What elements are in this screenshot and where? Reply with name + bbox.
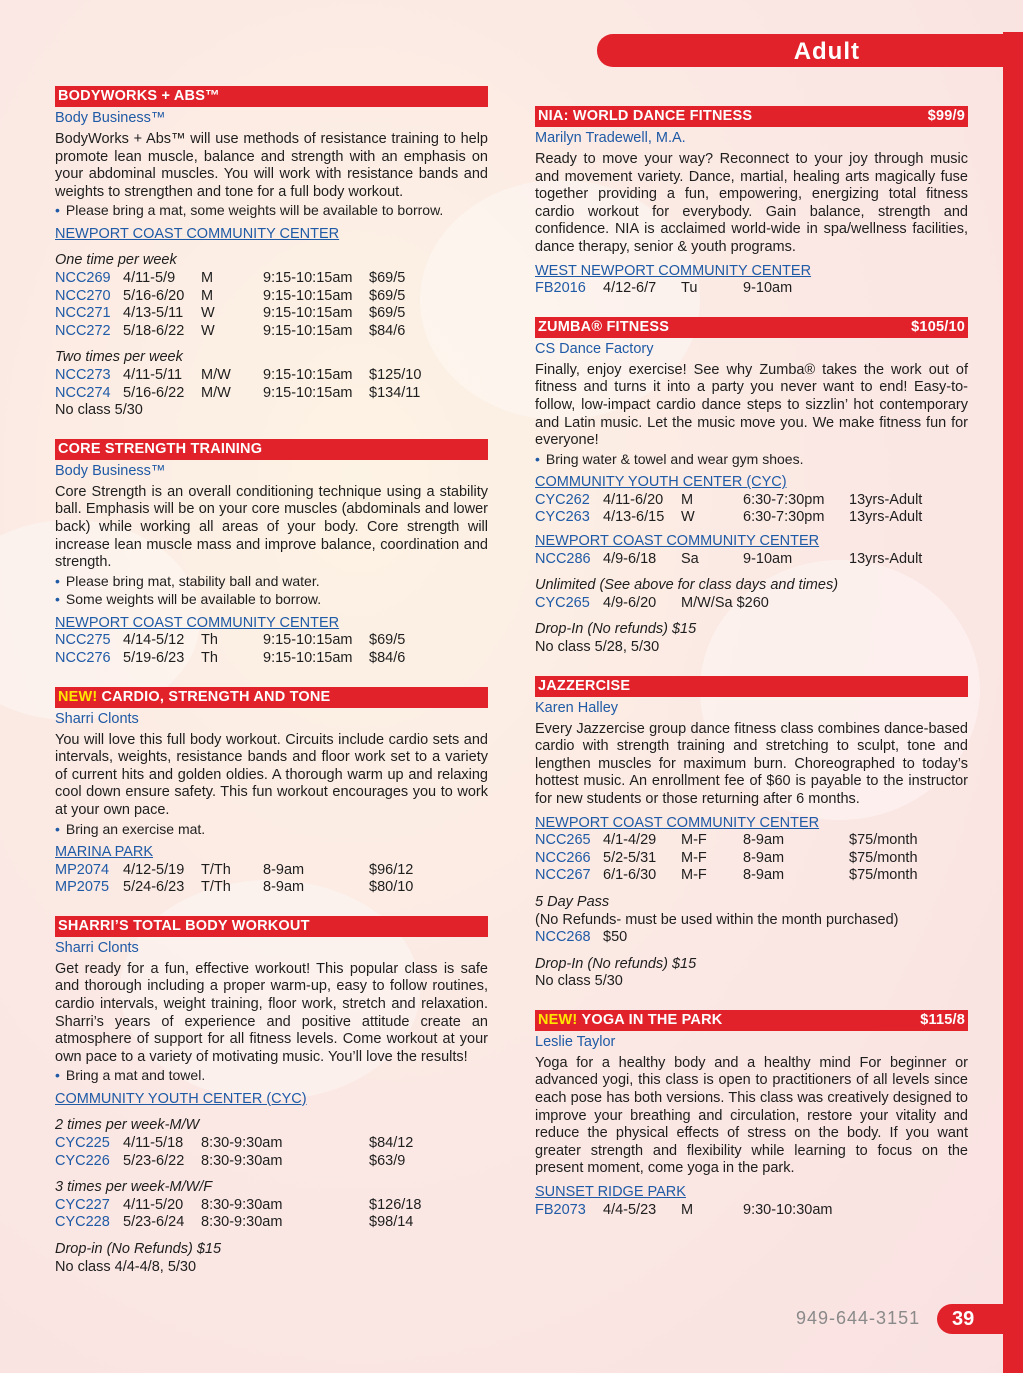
schedule-cell: 5/23-6/24: [123, 1214, 185, 1231]
class-title-bar: [535, 106, 968, 127]
schedule-cell: 8-9am: [743, 832, 785, 849]
schedule-cell: $98/14: [369, 1214, 414, 1231]
schedule-cell: 4/11-5/18: [123, 1135, 184, 1152]
schedule-cell: 6:30-7:30pm: [743, 509, 825, 526]
class-title: CORE STRENGTH TRAINING: [58, 440, 263, 457]
schedule-cell: 8:30-9:30am: [201, 1152, 283, 1169]
schedule-cell: $69/5: [369, 632, 406, 649]
course-code[interactable]: CYC228: [55, 1214, 110, 1231]
schedule-cell: $69/5: [369, 270, 406, 287]
schedule-cell: 8:30-9:30am: [201, 1196, 283, 1213]
class-title-bar: [55, 439, 488, 460]
class-section: [535, 676, 968, 991]
bullet-item: • Some weights will be available to borrow.: [55, 591, 322, 608]
course-code[interactable]: NCC272: [55, 322, 111, 339]
page-edge-bar: [1003, 32, 1023, 1373]
schedule-cell: $75/month: [849, 832, 918, 849]
location-link[interactable]: COMMUNITY YOUTH CENTER (CYC): [535, 474, 787, 491]
class-section: [535, 1010, 968, 1219]
class-title: SHARRI’S TOTAL BODY WORKOUT: [58, 917, 310, 934]
schedule-cell: 5/23-6/22: [123, 1152, 185, 1169]
schedule-cell: 5/2-5/31: [603, 849, 657, 866]
schedule-cell: 4/11-5/20: [123, 1196, 184, 1213]
schedule-cell: [849, 1202, 929, 1220]
new-badge: NEW!: [58, 688, 98, 705]
schedule-note: No class 5/30: [535, 973, 623, 990]
schedule-cell: 8-9am: [263, 861, 305, 878]
schedule-cell: $80/10: [369, 879, 414, 896]
schedule-row: [55, 879, 488, 897]
schedule-subheading: 5 Day Pass: [535, 893, 610, 910]
schedule-cell: 4/4-5/23: [603, 1201, 657, 1218]
instructor-name: Sharri Clonts: [55, 710, 139, 727]
course-code[interactable]: NCC270: [55, 287, 111, 304]
class-title: NIA: WORLD DANCE FITNESS: [538, 108, 753, 124]
schedule-row: [535, 492, 968, 510]
schedule-cell: 9:15-10:15am: [263, 384, 353, 401]
class-price: $99/9: [927, 108, 965, 124]
schedule-cell: 13yrs-Adult: [849, 509, 923, 526]
instructor-name: Karen Halley: [535, 699, 619, 716]
schedule-cell: 4/1-4/29: [603, 832, 657, 849]
instructor-name: Sharri Clonts: [55, 939, 139, 956]
new-badge: NEW!: [538, 1011, 578, 1028]
schedule-cell: [263, 1197, 369, 1215]
schedule-subheading: Two times per week: [55, 349, 183, 366]
course-code[interactable]: NCC269: [55, 270, 111, 287]
schedule-cell: $75/month: [849, 867, 918, 884]
bullet-item: • Please bring mat, stability ball and water.: [55, 572, 320, 589]
bullet-dot-icon: •: [55, 572, 60, 589]
schedule-row: [55, 385, 488, 403]
schedule-cell: 4/13-5/11: [123, 305, 184, 322]
bullet-item: • Please bring a mat, some weights will be available to borrow.: [55, 202, 444, 219]
schedule-cell: 5/24-6/23: [123, 879, 185, 896]
location-link[interactable]: COMMUNITY YOUTH CENTER (CYC): [55, 1090, 307, 1107]
schedule-cell: $69/5: [369, 287, 406, 304]
left-column: [55, 86, 488, 1295]
course-code[interactable]: CYC227: [55, 1196, 110, 1213]
schedule-cell: 13yrs-Adult: [849, 550, 923, 567]
right-column: [535, 106, 968, 1238]
schedule-cell: 4/12-6/7: [603, 280, 657, 297]
schedule-cell: W: [201, 322, 215, 339]
class-section: [55, 687, 488, 897]
schedule-cell: 8-9am: [743, 867, 785, 884]
schedule-cell: $126/18: [369, 1196, 422, 1213]
schedule-cell: M: [681, 491, 694, 508]
bullet-dot-icon: •: [535, 450, 540, 467]
class-title-bar: [55, 86, 488, 107]
schedule-cell: 9:15-10:15am: [263, 632, 353, 649]
bullet-item: • Bring water & towel and wear gym shoes.: [535, 450, 804, 467]
schedule-row: [55, 1135, 488, 1153]
schedule-row: [55, 632, 488, 650]
schedule-cell: 13yrs-Adult: [849, 491, 923, 508]
schedule-cell: Th: [201, 632, 218, 649]
class-description: BodyWorks + Abs™ will use methods of resistance training to help promote lean muscle, balance and strength with an emphasis on your abdominal muscles. You will work with resistance bands and weights to strengthen and tone for a full body workout.: [55, 131, 488, 200]
instructor-name: Marilyn Tradewell, M.A.: [535, 130, 686, 146]
schedule-cell: 4/11-5/9: [123, 270, 176, 287]
schedule-cell: 6:30-7:30pm: [743, 491, 825, 508]
schedule-cell: 9:15-10:15am: [263, 649, 353, 666]
footer-phone: 949-644-3151: [796, 1308, 921, 1328]
schedule-cell: M: [201, 287, 214, 304]
class-title: JAZZERCISE: [538, 677, 631, 694]
course-code[interactable]: NCC286: [535, 550, 591, 567]
schedule-cell: M/W: [201, 367, 231, 384]
class-section: [535, 106, 968, 298]
schedule-row: [55, 323, 488, 341]
schedule-cell: 9:15-10:15am: [263, 367, 353, 384]
class-section: [55, 86, 488, 420]
schedule-cell: 9:15-10:15am: [263, 322, 353, 339]
bullet-dot-icon: •: [55, 591, 60, 608]
location-link[interactable]: WEST NEWPORT COMMUNITY CENTER: [535, 262, 812, 279]
bullet-item: • Bring a mat and towel.: [55, 1067, 206, 1084]
schedule-cell: 9:30-10:30am: [743, 1201, 833, 1218]
class-price: $105/10: [911, 318, 965, 335]
bullet-dot-icon: •: [55, 820, 60, 837]
class-description: Get ready for a fun, effective workout! This popular class is safe and thorough including a proper warm-up, easy to follow routines, cardio intervals, weight training, floor work, stretch and relaxation. Sharri’s years of experience and positive attitude create an atmosphere of support for all fitness levels. Come workout at your own pace to a variety of motivating music. You’ll love the results!: [55, 960, 488, 1065]
schedule-cell: [263, 1135, 369, 1153]
location-link[interactable]: NEWPORT COAST COMMUNITY CENTER: [535, 533, 820, 549]
schedule-cell: W: [201, 305, 215, 322]
schedule-cell: [263, 1214, 369, 1232]
schedule-cell: 9:15-10:15am: [263, 305, 353, 322]
schedule-cell: $69/5: [369, 305, 406, 322]
class-description: You will love this full body workout. Circuits include cardio sets and intervals, weights, resistance bands and floor work set to a variety of current hits and golden oldies. A thorough warm up and relaxing cool down ensure safety. This fun workout encourages you to work at your own pace.: [55, 731, 488, 818]
schedule-cell: T/Th: [201, 861, 231, 878]
course-code[interactable]: NCC276: [55, 649, 111, 666]
schedule-note: No class 5/28, 5/30: [535, 638, 660, 655]
course-code[interactable]: NCC274: [55, 384, 111, 401]
course-code[interactable]: CYC263: [535, 509, 590, 526]
schedule-row: [55, 305, 488, 323]
schedule-cell: M: [681, 1201, 694, 1218]
schedule-subheading: 2 times per week-M/W: [55, 1117, 200, 1134]
schedule-cell: M: [201, 270, 214, 287]
class-section: [55, 439, 488, 668]
schedule-subheading: Drop-in (No Refunds) $15: [55, 1241, 222, 1258]
schedule-cell: Th: [201, 649, 218, 666]
course-code[interactable]: NCC273: [55, 367, 111, 384]
class-title-bar: [535, 317, 968, 338]
class-description: Finally, enjoy exercise! See why Zumba® takes the work out of fitness and turns it into a party you never want to end! Easy-to-follow, low-impact cardio dance steps to sizzlin’ hot contemporary and Latin music. Let the music move you. We make fitness fun for everyone!: [535, 361, 968, 449]
schedule-row: [55, 1197, 488, 1215]
class-title-bar: [55, 687, 488, 708]
schedule-cell: T/Th: [201, 879, 231, 896]
schedule-cell: [743, 929, 849, 947]
schedule-cell: 5/16-6/20: [123, 287, 185, 304]
schedule-cell: $84/12: [369, 1135, 414, 1152]
class-title-bar: [55, 916, 488, 937]
schedule-row: [535, 832, 968, 850]
schedule-cell: $50: [603, 929, 628, 946]
schedule-cell: 9-10am: [743, 280, 793, 297]
course-code[interactable]: NCC271: [55, 305, 111, 322]
course-code[interactable]: CYC226: [55, 1152, 110, 1169]
schedule-cell: M/W: [201, 384, 231, 401]
course-code[interactable]: CYC262: [535, 491, 590, 508]
location-link[interactable]: NEWPORT COAST COMMUNITY CENTER: [55, 614, 340, 631]
schedule-row: [55, 288, 488, 306]
instructor-name: Body Business™: [55, 462, 166, 479]
location-link[interactable]: NEWPORT COAST COMMUNITY CENTER: [535, 814, 820, 831]
schedule-subheading: Unlimited (See above for class days and times): [535, 577, 839, 594]
schedule-cell: [849, 595, 929, 613]
course-code[interactable]: NCC266: [535, 849, 591, 866]
schedule-cell: 8-9am: [743, 849, 785, 866]
schedule-cell: 4/14-5/12: [123, 632, 185, 649]
instructor-name: Body Business™: [55, 110, 166, 126]
schedule-cell: 4/11-6/20: [603, 491, 664, 508]
schedule-cell: M-F: [681, 867, 707, 884]
section-header-tab: Adult: [597, 34, 1023, 67]
class-title: NEW! CARDIO, STRENGTH AND TONE: [58, 688, 331, 705]
schedule-cell: Tu: [681, 280, 698, 297]
schedule-cell: $84/6: [369, 322, 406, 339]
instructor-name: CS Dance Factory: [535, 340, 654, 357]
instructor-name: Leslie Taylor: [535, 1033, 616, 1050]
class-section: [535, 317, 968, 657]
class-description: Ready to move your way? Reconnect to your joy through music and movement variety. Dance, martial, healing arts magically fuse together providing a fun, empowering, energizing total fitness cardio workout for everybody. Gain balance, strength and confidence. NIA is acclaimed world-wide in spa/wellness facilities, dance therapy, senior & youth programs.: [535, 151, 968, 255]
location-link[interactable]: NEWPORT COAST COMMUNITY CENTER: [55, 225, 340, 242]
class-title-bar: [535, 676, 968, 697]
schedule-cell: 5/19-6/23: [123, 649, 185, 666]
schedule-row: [535, 850, 968, 868]
location-link[interactable]: MARINA PARK: [55, 844, 154, 861]
class-section: [55, 916, 488, 1276]
schedule-cell: $75/month: [849, 849, 918, 866]
schedule-cell: [849, 280, 929, 298]
course-code[interactable]: FB2073: [535, 1201, 586, 1218]
course-code[interactable]: NCC275: [55, 632, 111, 649]
schedule-cell: 9:15-10:15am: [263, 287, 353, 304]
schedule-subheading: Drop-In (No refunds) $15: [535, 955, 697, 972]
page-number: 39: [937, 1304, 1003, 1334]
schedule-row: [535, 280, 968, 298]
schedule-cell: $96/12: [369, 861, 414, 878]
schedule-cell: 4/13-6/15: [603, 509, 665, 526]
schedule-cell: 5/18-6/22: [123, 322, 185, 339]
schedule-row: [55, 1214, 488, 1232]
schedule-subheading: One time per week: [55, 252, 177, 269]
schedule-cell: $63/9: [369, 1152, 406, 1169]
schedule-row: [55, 270, 488, 288]
bullet-dot-icon: •: [55, 1067, 60, 1084]
schedule-row: [535, 929, 968, 947]
schedule-row: [55, 1153, 488, 1171]
schedule-subheading: 3 times per week-M/W/F: [55, 1179, 213, 1196]
bullet-item: • Bring an exercise mat.: [55, 820, 206, 837]
schedule-row: [535, 1202, 968, 1220]
schedule-cell: 8-9am: [263, 879, 305, 896]
schedule-cell: M-F: [681, 832, 707, 849]
schedule-cell: 5/16-6/22: [123, 384, 185, 401]
class-title-bar: [535, 1010, 968, 1031]
schedule-cell: Sa: [681, 550, 699, 567]
class-price: $115/8: [920, 1011, 965, 1028]
schedule-cell: $125/10: [369, 367, 422, 384]
schedule-note: No class 5/30: [55, 402, 143, 419]
schedule-cell: 4/9-6/20: [603, 594, 657, 611]
schedule-cell: M-F: [681, 849, 707, 866]
schedule-cell: W: [681, 509, 695, 526]
class-description: Yoga for a healthy body and a healthy mind For beginner or advanced yogi, this class is open to practitioners of all levels since each pose has both versions. This class was creatively designed to improve your breathing and circulation, restore your vitality and reduce the physical effects of stress on the body. If you want greater strength and flexibility while learning to focus on the present moment, come yoga in the park.: [535, 1054, 968, 1177]
class-title: BODYWORKS + ABS™: [58, 88, 220, 104]
schedule-row: [535, 551, 968, 569]
class-title: NEW! YOGA IN THE PARK: [538, 1011, 723, 1028]
course-code[interactable]: NCC268: [535, 929, 591, 946]
class-description: Every Jazzercise group dance fitness class combines dance-based cardio with strength training and stretching to sculpt, tone and lengthen muscles for maximum burn. Choreographed to today’s hottest music. An enrollment fee of $60 is payable to the instructor for new students or those returning after 6 months.: [535, 720, 968, 807]
course-code[interactable]: NCC267: [535, 867, 591, 884]
class-description: Core Strength is an overall conditioning technique using a stability ball. Emphasis will be on your core muscles (abdominals and lower back) while working all areas of your body. Core strength will increase lean muscle mass and improve balance, coordination and strength.: [55, 483, 488, 571]
schedule-row: [535, 867, 968, 885]
schedule-cell: 4/12-5/19: [123, 861, 185, 878]
course-code[interactable]: CYC265: [535, 594, 590, 611]
schedule-cell: 9-10am: [743, 550, 793, 567]
schedule-cell: 8:30-9:30am: [201, 1214, 283, 1231]
schedule-cell: [743, 595, 849, 613]
schedule-note: (No Refunds- must be used within the month purchased): [535, 911, 899, 928]
location-link[interactable]: SUNSET RIDGE PARK: [535, 1184, 686, 1201]
schedule-cell: 8:30-9:30am: [201, 1135, 283, 1152]
schedule-cell: 4/11-5/11: [123, 367, 183, 384]
schedule-cell: 6/1-6/30: [603, 867, 657, 884]
schedule-cell: $134/11: [369, 384, 421, 401]
schedule-cell: [263, 1153, 369, 1171]
class-title: ZUMBA® FITNESS: [538, 318, 670, 335]
schedule-cell: 4/9-6/18: [603, 550, 657, 567]
course-code[interactable]: FB2016: [535, 280, 586, 297]
schedule-note: No class 4/4-4/8, 5/30: [55, 1258, 197, 1275]
schedule-cell: [681, 929, 743, 947]
schedule-subheading: Drop-In (No refunds) $15: [535, 621, 697, 638]
schedule-cell: M/W/Sa $260: [681, 594, 769, 611]
schedule-row: [55, 650, 488, 668]
course-code[interactable]: MP2075: [55, 879, 110, 896]
course-code[interactable]: CYC225: [55, 1135, 110, 1152]
schedule-cell: $84/6: [369, 649, 406, 666]
schedule-row: [535, 595, 968, 613]
schedule-row: [55, 862, 488, 880]
schedule-cell: 9:15-10:15am: [263, 270, 353, 287]
schedule-row: [535, 509, 968, 527]
schedule-row: [55, 367, 488, 385]
schedule-cell: [849, 929, 929, 947]
bullet-dot-icon: •: [55, 202, 60, 219]
course-code[interactable]: MP2074: [55, 861, 110, 878]
course-code[interactable]: NCC265: [535, 832, 591, 849]
